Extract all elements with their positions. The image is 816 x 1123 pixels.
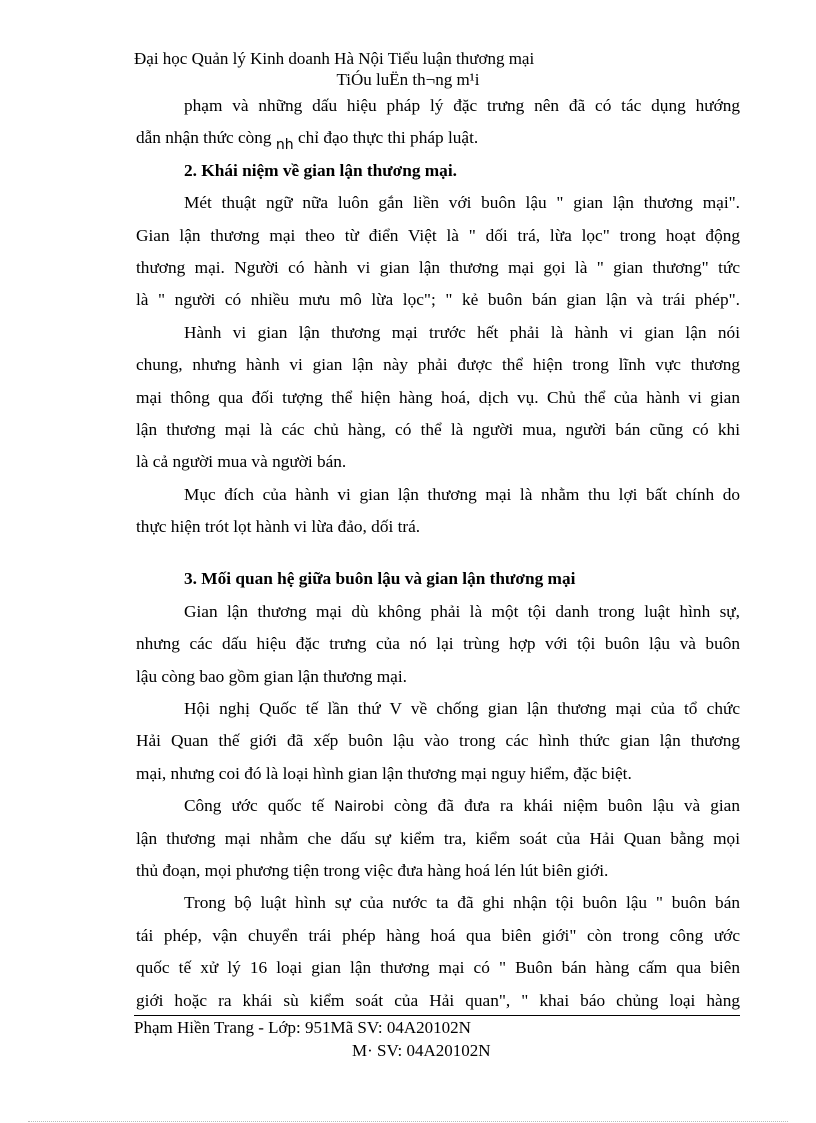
paragraph-line: Hành vi gian lận thương mại trước hết phải là hành vi gian lận nói <box>184 322 740 342</box>
paragraph-line: thủ đoạn, mọi phương tiện trong việc đưa hàng hoá lén lút biên giới. <box>136 860 609 880</box>
paragraph-line: giới hoặc ra khái sù kiểm soát của Hải quan", " khai báo chủng loại hàng <box>136 990 740 1010</box>
paragraph-line: Trong bộ luật hình sự của nước ta đã ghi nhận tội buôn lậu " buôn bán <box>184 893 740 913</box>
paragraph-line <box>136 122 740 154</box>
paragraph-line: lậu còng bao gồm gian lận thương mại. <box>136 666 407 686</box>
running-header-garbled: TiÓu luËn th¬ng m¹i <box>336 70 480 89</box>
paragraph-line: thương mại. Người có hành vi gian lận thương mại gọi là " gian thương" tức <box>136 257 740 277</box>
paragraph-line: mại thông qua đối tượng thể hiện hàng hoá, dịch vụ. Chủ thể của hành vi gian <box>136 387 740 407</box>
text-run: nh <box>275 137 294 154</box>
section-heading-2: 2. Khái niệm về gian lận thương mại. <box>184 160 457 180</box>
text-run: dẫn nhận thức còng <box>136 128 272 148</box>
paragraph-line: Mục đích của hành vi gian lận thương mại là nhằm thu lợi bất chính do <box>184 484 740 504</box>
document-body <box>136 90 740 1017</box>
blank-gap <box>136 543 740 563</box>
running-footer: Phạm Hiền Trang - Lớp: 951Mã SV: 04A20102N <box>134 1018 471 1037</box>
paragraph-line: lận thương mại nhằm che dấu sự kiểm tra, kiểm soát của Hải Quan bằng mọi <box>136 828 740 848</box>
paragraph-line: thực hiện trót lọt hành vi lừa đảo, dối trá. <box>136 517 421 537</box>
text-run: Nairobi <box>334 799 384 816</box>
paragraph-line: nhưng các dấu hiệu đặc trưng của nó lại trùng hợp với tội buôn lậu và buôn <box>136 634 740 654</box>
paragraph-line: phạm và những dấu hiệu pháp lý đặc trưng nên đã có tác dụng hướng <box>184 96 740 115</box>
paragraph-line: lận thương mại là các chủ hàng, có thể là người mua, người bán cũng có khi <box>136 419 740 439</box>
paragraph-line: chung, nhưng hành vi gian lận này phải được thể hiện trong lĩnh vực thương <box>136 355 740 375</box>
page-bottom-divider <box>28 1121 788 1122</box>
paragraph-line: Mét thuật ngữ nữa luôn gắn liền với buôn lậu " gian lận thương mại". <box>184 193 740 213</box>
paragraph-line: tái phép, vận chuyển trái phép hàng hoá qua biên giới" còn trong công ước <box>136 925 740 945</box>
paragraph-line: mại, nhưng coi đó là loại hình gian lận thương mại nguy hiểm, đặc biệt. <box>136 763 632 783</box>
text-run: chỉ đạo thực thi pháp luật. <box>297 128 479 148</box>
text-run: còng đã đưa ra khái niệm buôn lậu và gian <box>393 796 740 816</box>
paragraph-line: Hải Quan thế giới đã xếp buôn lậu vào trong các hình thức gian lận thương <box>136 731 740 751</box>
footer-divider <box>134 1015 740 1016</box>
section-heading-3: 3. Mối quan hệ giữa buôn lậu và gian lận thương mại <box>184 569 576 589</box>
paragraph-line: là " người có nhiều mưu mô lừa lọc"; " kẻ buôn bán gian lận và trái phép". <box>136 290 740 310</box>
paragraph-line: Gian lận thương mại dù không phải là một tội danh trong luật hình sự, <box>184 601 740 621</box>
paragraph-line: quốc tế xử lý 16 loại gian lận thương mại có " Buôn bán hàng cấm qua biên <box>136 958 740 978</box>
paragraph-line: là cả người mua và người bán. <box>136 452 347 472</box>
running-header: Đại học Quản lý Kinh doanh Hà Nội Tiểu luận thương mại <box>134 49 535 68</box>
text-run: Công ước quốc tế <box>184 796 325 816</box>
paragraph-line <box>136 790 740 822</box>
paragraph-line: Hội nghị Quốc tế lần thứ V về chống gian lận thương mại của tổ chức <box>184 699 740 719</box>
running-footer-garbled: M· SV: 04A20102N <box>352 1041 491 1060</box>
paragraph-line: Gian lận thương mại theo từ điển Việt là " dối trá, lừa lọc" trong hoạt động <box>136 225 740 245</box>
